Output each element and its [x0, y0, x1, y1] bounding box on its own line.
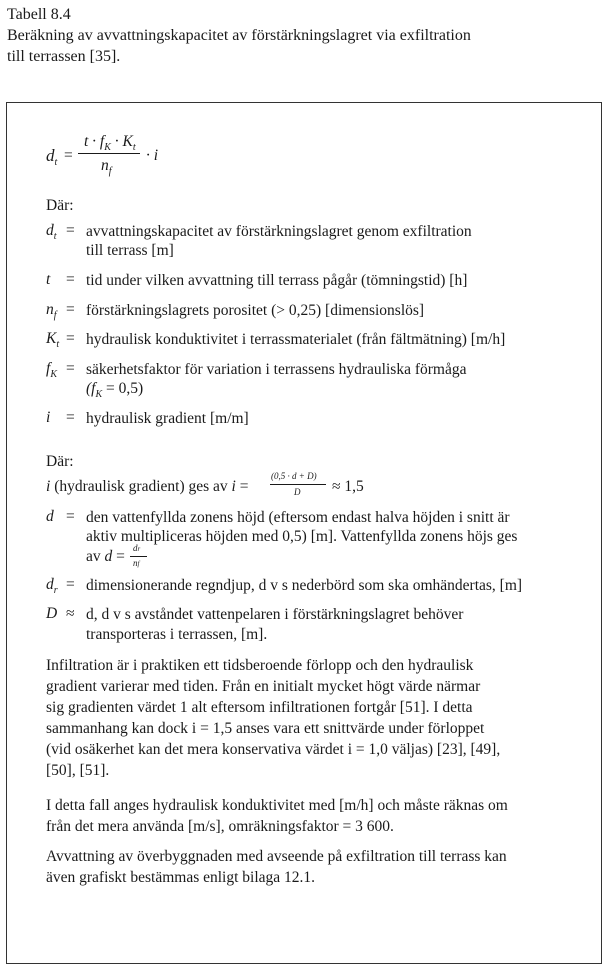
- def-symbol: $n_f$: [46, 301, 57, 321]
- def-symbol: i: [46, 409, 51, 426]
- def-relation: =: [66, 360, 75, 377]
- def-relation: =: [66, 301, 75, 318]
- def-symbol: t: [46, 271, 51, 288]
- table-number: Tabell 8.4: [7, 6, 71, 23]
- def-text-inline-formula: av d =: [86, 548, 125, 565]
- formula-lhs: $d_t$: [46, 146, 58, 168]
- def-relation: =: [66, 576, 75, 593]
- formula-tail: · i: [146, 147, 159, 164]
- def-text: tid under vilken avvattning till terrass pågår (tömningstid) [h]: [86, 272, 468, 289]
- gradient-numerator: (0,5 · d + D): [271, 471, 317, 481]
- def-symbol: $d_t$: [46, 222, 57, 242]
- def-text: förstärkningslagrets porositet (> 0,25) [dimensionslös]: [86, 302, 425, 319]
- def-text: hydraulisk konduktivitet i terrassmaterialet (från fältmätning) [m/h]: [86, 331, 506, 348]
- def-text: den vattenfyllda zonens höjd (eftersom endast halva höjden i snitt är aktiv multipliceras höjden med 0,5) [m]. Vattenfyllda zonens höjs ges: [86, 509, 518, 545]
- def-text: hydraulisk gradient [m/m]: [86, 410, 249, 427]
- where-label-2: Där:: [46, 453, 74, 470]
- table-title-line-1: Beräkning av avvattningskapacitet av förstärkningslagret via exfiltration: [7, 27, 471, 44]
- where-label-1: Där:: [46, 197, 74, 214]
- table-title-line-2: till terrassen [35].: [7, 48, 121, 65]
- paragraph-graphical: Avvattning av överbyggnaden med avseende på exfiltration till terrass kan även grafiskt bestämmas enligt bilaga 12.1.: [46, 848, 507, 886]
- gradient-fraction-line: [270, 484, 326, 485]
- def-symbol: d: [46, 508, 54, 525]
- inline-denominator: nf: [133, 558, 140, 568]
- paragraph-conductivity: I detta fall anges hydraulisk konduktivitet med [m/h] och måste räknas om från det mera använda [m/s], omräkningsfaktor = 3 600.: [46, 797, 508, 835]
- gradient-approx: ≈ 1,5: [332, 478, 364, 495]
- formula-fraction-line: [78, 153, 140, 154]
- def-symbol: $K_t$: [46, 330, 60, 350]
- inline-numerator: dr: [133, 543, 141, 553]
- def-text: säkerhetsfaktor för variation i terrassens hydrauliska förmåga $(f_K = 0,5)$: [86, 361, 467, 400]
- def-text: avvattningskapacitet av förstärkningslagret genom exfiltration till terrass [m]: [86, 223, 472, 259]
- def-symbol: D: [46, 605, 58, 622]
- def-symbol: $d_r$: [46, 576, 58, 596]
- table-caption: [7, 4, 471, 67]
- def-relation: =: [66, 409, 75, 426]
- formula-numerator: $t \cdot f_K \cdot K_t$: [84, 133, 136, 153]
- gradient-intro: i (hydraulisk gradient) ges av i =: [46, 478, 249, 495]
- gradient-denominator: D: [294, 487, 301, 497]
- def-relation: =: [66, 222, 75, 239]
- def-text: dimensionerande regndjup, d v s nederbörd som ska omhändertas, [m]: [86, 577, 523, 594]
- formula-denominator: $n_f$: [101, 157, 112, 177]
- def-text: d, d v s avståndet vattenpelaren i förstärkningslagret behöver transporteras i terrassen, [m].: [86, 606, 464, 643]
- def-symbol: $f_K$: [46, 360, 57, 380]
- formula-eq: =: [64, 147, 73, 164]
- inline-fraction-line: [130, 556, 147, 557]
- def-relation: ≈: [66, 605, 75, 622]
- paragraph-infiltration: Infiltration är i praktiken ett tidsberoende förlopp och den hydraulisk gradient varierar med tiden. Från en initialt mycket högt värde närmar sig gradienten värdet 1 alt eftersom infiltrationen fortgår [51]. I detta sammanhang kan dock i = 1,5 anses vara ett snittvärde under förloppet (vid osäkerhet kan det mera konservativa värdet i = 1,0 väljas) [23], [49], [50], [51].: [46, 657, 501, 779]
- def-relation: =: [66, 271, 75, 288]
- def-relation: =: [66, 508, 75, 525]
- def-relation: =: [66, 330, 75, 347]
